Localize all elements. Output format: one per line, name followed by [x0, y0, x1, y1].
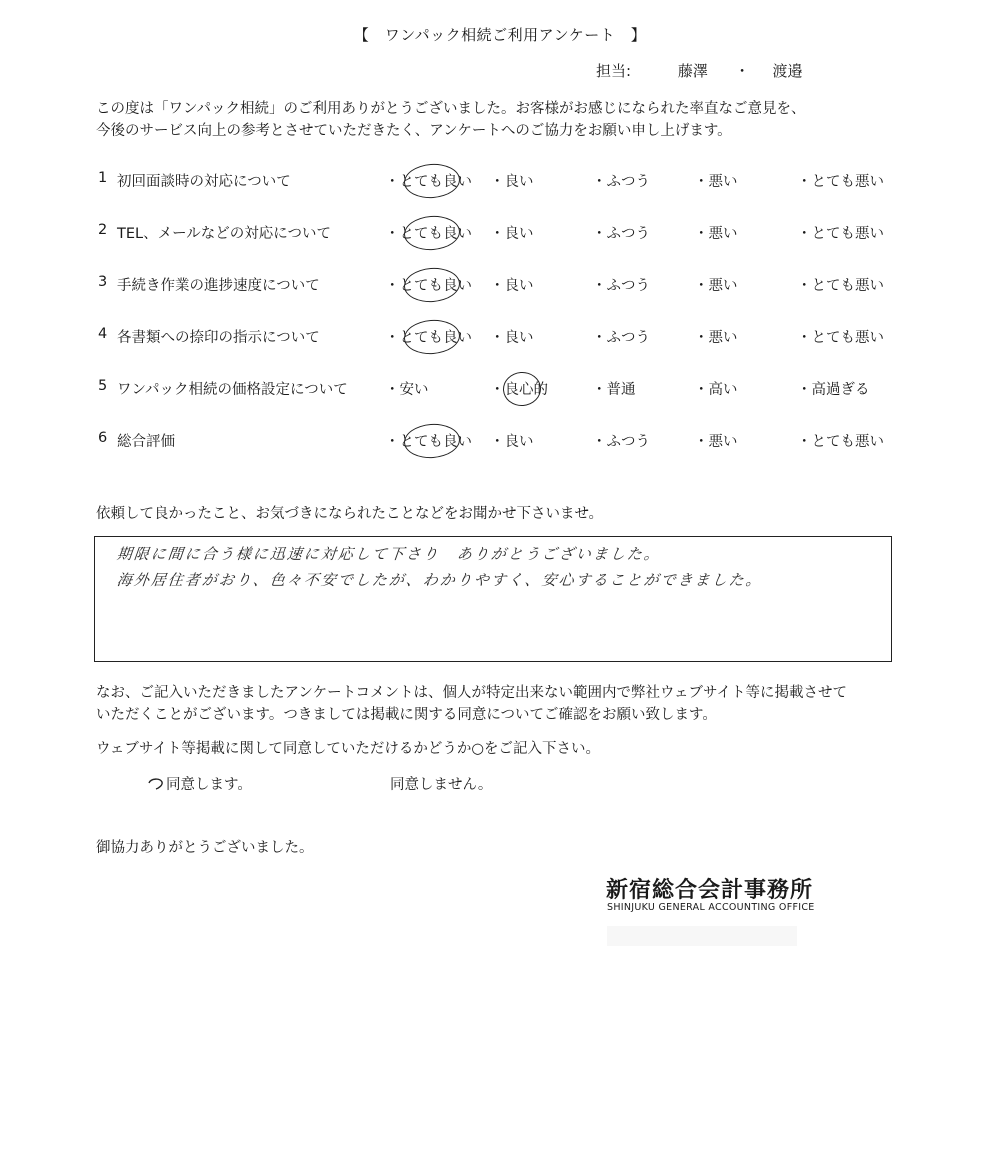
office-logo-english: SHINJUKU GENERAL ACCOUNTING OFFICE	[607, 902, 815, 913]
question-number: 5	[98, 378, 108, 394]
intro-line-1: この度は「ワンパック相続」のご利用ありがとうございました。お客様がお感じになられた率直なご意見を、	[96, 101, 806, 117]
rating-option[interactable]: ・良い	[490, 278, 534, 294]
rating-option[interactable]: ・とても悪い	[797, 226, 884, 242]
selection-circle	[403, 318, 461, 356]
question-text: 手続き作業の進捗速度について	[117, 278, 320, 294]
staff-name-2: 渡邉	[772, 62, 803, 80]
staff-info	[596, 60, 802, 81]
question-number: 6	[98, 430, 108, 446]
rating-option[interactable]: ・とても悪い	[797, 278, 884, 294]
staff-label: 担当:	[596, 62, 632, 80]
consent-notice-line-1: なお、ご記入いただきましたアンケートコメントは、個人が特定出来ない範囲内で弊社ウェブサイト等に掲載させて	[96, 685, 847, 701]
comment-line-2: 海外居住者がおり、色々不安でしたが、わかりやすく、安心することができました。	[116, 571, 764, 589]
rating-option[interactable]: ・普通	[592, 382, 636, 398]
question-text: 総合評価	[117, 434, 175, 450]
rating-option[interactable]: ・とても悪い	[797, 174, 884, 190]
rating-option[interactable]: ・とても良い	[385, 174, 472, 190]
question-row	[0, 430, 1000, 454]
selection-circle	[403, 422, 461, 460]
question-text: ワンパック相続の価格設定について	[117, 382, 348, 398]
question-number: 3	[98, 274, 108, 290]
rating-option[interactable]: ・ふつう	[592, 226, 650, 242]
rating-option[interactable]: ・悪い	[694, 330, 738, 346]
rating-option[interactable]: ・ふつう	[592, 174, 650, 190]
rating-option[interactable]: ・良い	[490, 434, 534, 450]
thanks-text: 御協力ありがとうございました。	[96, 840, 314, 856]
rating-option[interactable]: ・とても良い	[385, 330, 472, 346]
rating-option[interactable]: ・とても良い	[385, 226, 472, 242]
selection-circle	[502, 371, 542, 408]
question-row	[0, 170, 1000, 194]
question-number: 2	[98, 222, 108, 238]
question-row	[0, 378, 1000, 402]
selection-circle	[403, 266, 461, 304]
rating-option[interactable]: ・良い	[490, 174, 534, 190]
comment-box[interactable]	[94, 536, 892, 662]
rating-option[interactable]: ・安い	[385, 382, 429, 398]
question-row	[0, 274, 1000, 298]
rating-option[interactable]: ・悪い	[694, 226, 738, 242]
rating-option[interactable]: ・高い	[694, 382, 738, 398]
disagree-option[interactable]: 同意しません。	[390, 777, 493, 793]
question-text: TEL、メールなどの対応について	[117, 226, 332, 242]
selection-circle	[403, 162, 461, 200]
question-number: 1	[98, 170, 108, 186]
question-text: 各書類への捺印の指示について	[117, 330, 320, 346]
survey-title: 【 ワンパック相続ご利用アンケート 】	[353, 26, 647, 44]
rating-option[interactable]: ・良心的	[490, 382, 548, 398]
faded-watermark	[607, 924, 797, 948]
rating-option[interactable]: ・とても良い	[385, 434, 472, 450]
rating-option[interactable]: ・とても良い	[385, 278, 472, 294]
staff-name-1: 藤澤	[677, 62, 708, 80]
rating-option[interactable]: ・良い	[490, 330, 534, 346]
rating-option[interactable]: ・高過ぎる	[797, 382, 870, 398]
intro-line-2: 今後のサービス向上の参考とさせていただきたく、アンケートへのご協力をお願い申し上げます。	[96, 123, 732, 139]
rating-option[interactable]: ・ふつう	[592, 278, 650, 294]
rating-option[interactable]: ・悪い	[694, 434, 738, 450]
feedback-prompt: 依頼して良かったこと、お気づきになられたことなどをお聞かせ下さいませ。	[96, 506, 604, 522]
consent-notice	[96, 682, 847, 726]
office-logo-name: 新宿総合会計事務所	[606, 878, 814, 903]
rating-option[interactable]: ・良い	[490, 226, 534, 242]
agree-check-mark	[146, 776, 168, 790]
rating-option[interactable]: ・悪い	[694, 278, 738, 294]
staff-separator: ・	[734, 62, 750, 80]
consent-question: ウェブサイト等掲載に関して同意していただけるかどうか○をご記入下さい。	[96, 741, 601, 757]
question-text: 初回面談時の対応について	[117, 174, 291, 190]
rating-option[interactable]: ・ふつう	[592, 330, 650, 346]
agree-option[interactable]: 同意します。	[166, 777, 252, 793]
question-row	[0, 222, 1000, 246]
rating-option[interactable]: ・とても悪い	[797, 434, 884, 450]
question-number: 4	[98, 326, 108, 342]
consent-notice-line-2: いただくことがございます。つきましては掲載に関する同意についてご確認をお願い致します。	[96, 707, 717, 723]
comment-line-1: 期限に間に合う様に迅速に対応して下さり ありがとうございました。	[116, 545, 662, 563]
selection-circle	[403, 214, 461, 252]
question-row	[0, 326, 1000, 350]
rating-option[interactable]: ・とても悪い	[797, 330, 884, 346]
rating-option[interactable]: ・ふつう	[592, 434, 650, 450]
intro-text	[96, 98, 805, 142]
rating-option[interactable]: ・悪い	[694, 174, 738, 190]
